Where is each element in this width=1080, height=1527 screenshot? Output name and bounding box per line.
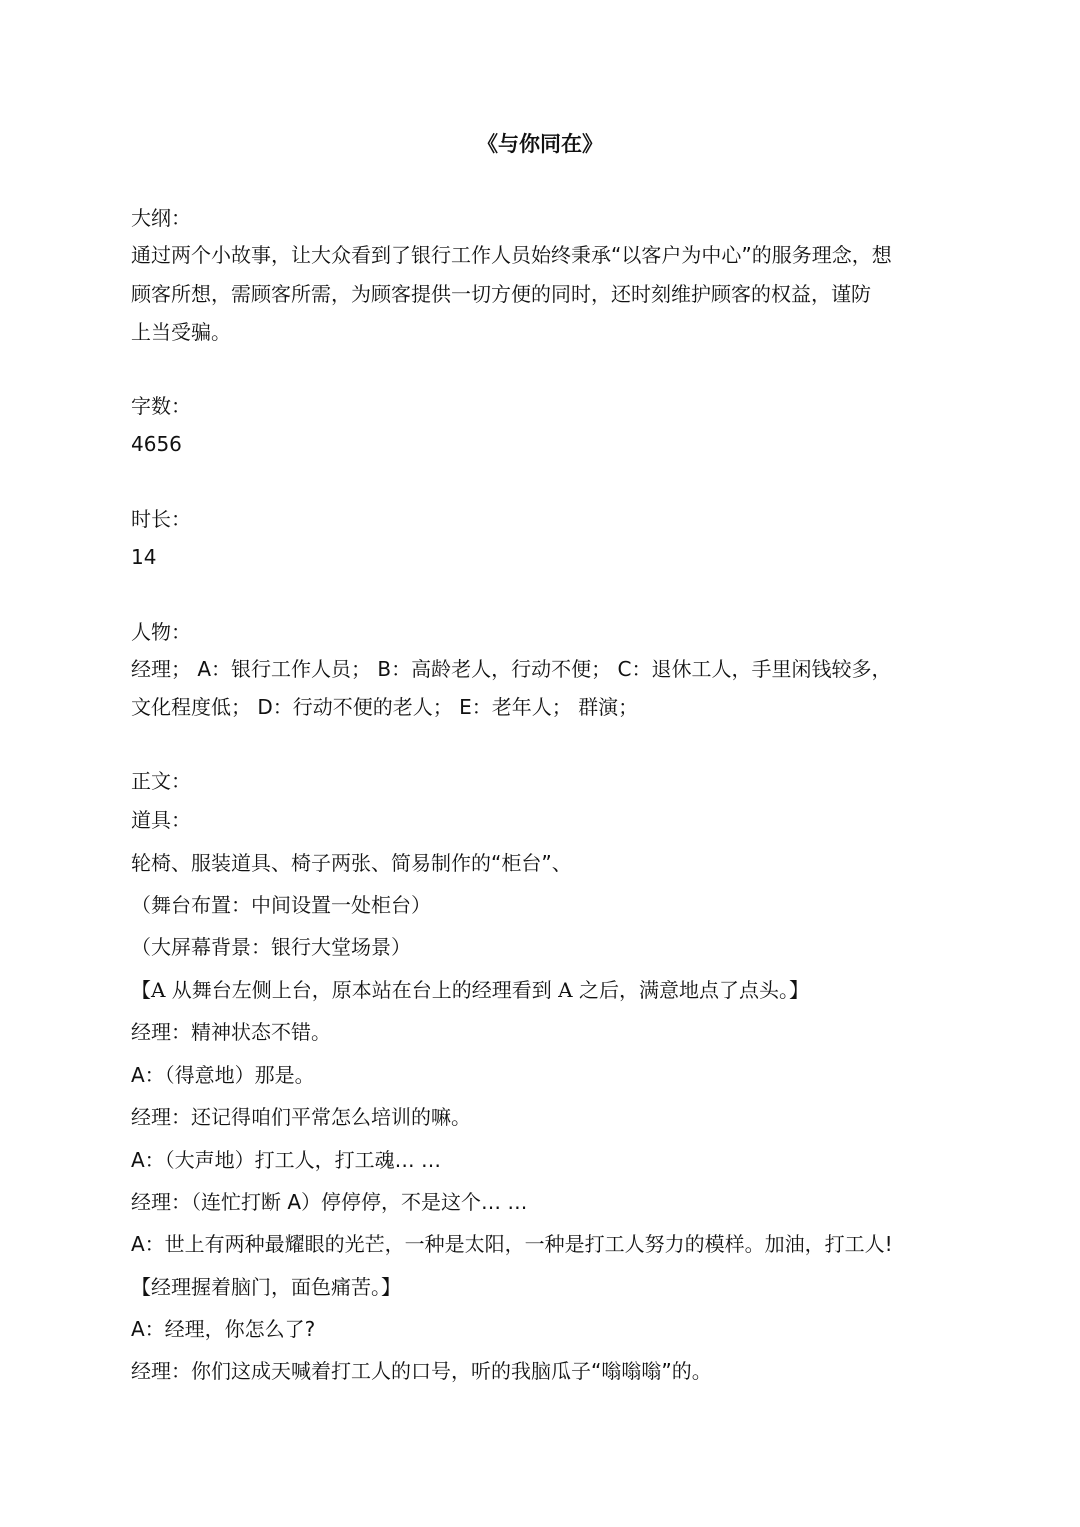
word-count-value: 4656 [131, 432, 182, 456]
script-line: A：（大声地）打工人，打工魂… … [131, 1148, 442, 1172]
stage-direction: （舞台布置：中间设置一处柜台） [131, 893, 431, 917]
duration-label: 时长： [131, 507, 191, 531]
script-line: A：世上有两种最耀眼的光芒，一种是太阳，一种是打工人努力的模样。加油，打工人! [131, 1232, 893, 1256]
script-line: A：（得意地）那是。 [131, 1063, 315, 1087]
script-line: 轮椅、服装道具、椅子两张、简易制作的“柜台”、 [131, 851, 572, 875]
characters-line: 经理； A：银行工作人员； B：高龄老人，行动不便； C：退休工人，手里闲钱较多， [131, 657, 892, 681]
script-line: 经理：还记得咱们平常怎么培训的嘛。 [131, 1105, 471, 1129]
script-line: 经理：你们这成天喊着打工人的口号，听的我脑瓜子“嗡嗡嗡”的。 [131, 1359, 712, 1383]
outline-line: 顾客所想，需顾客所需，为顾客提供一切方便的同时，还时刻维护顾客的权益，谨防 [131, 282, 871, 306]
characters-line: 文化程度低； D：行动不便的老人； E：老年人； 群演； [131, 695, 639, 719]
stage-direction: 【A 从舞台左侧上台，原本站在台上的经理看到 A 之后，满意地点了点头。】 [131, 978, 809, 1002]
characters-label: 人物： [131, 620, 191, 644]
outline-line: 通过两个小故事，让大众看到了银行工作人员始终秉承“以客户为中心”的服务理念，想 [131, 243, 892, 267]
script-line: 经理：精神状态不错。 [131, 1020, 331, 1044]
duration-value: 14 [131, 545, 157, 569]
props-label: 道具： [131, 808, 191, 832]
document-title: 《与你同在》 [477, 132, 603, 156]
script-line: 经理：（连忙打断 A）停停停，不是这个… … [131, 1190, 528, 1214]
stage-direction: 【经理握着脑门，面色痛苦。】 [131, 1275, 401, 1299]
stage-direction: （大屏幕背景：银行大堂场景） [131, 935, 411, 959]
body-label: 正文： [131, 769, 191, 793]
script-line: A：经理，你怎么了? [131, 1317, 316, 1341]
outline-label: 大纲： [131, 206, 191, 230]
outline-line: 上当受骗。 [131, 320, 231, 344]
word-count-label: 字数： [131, 394, 191, 418]
